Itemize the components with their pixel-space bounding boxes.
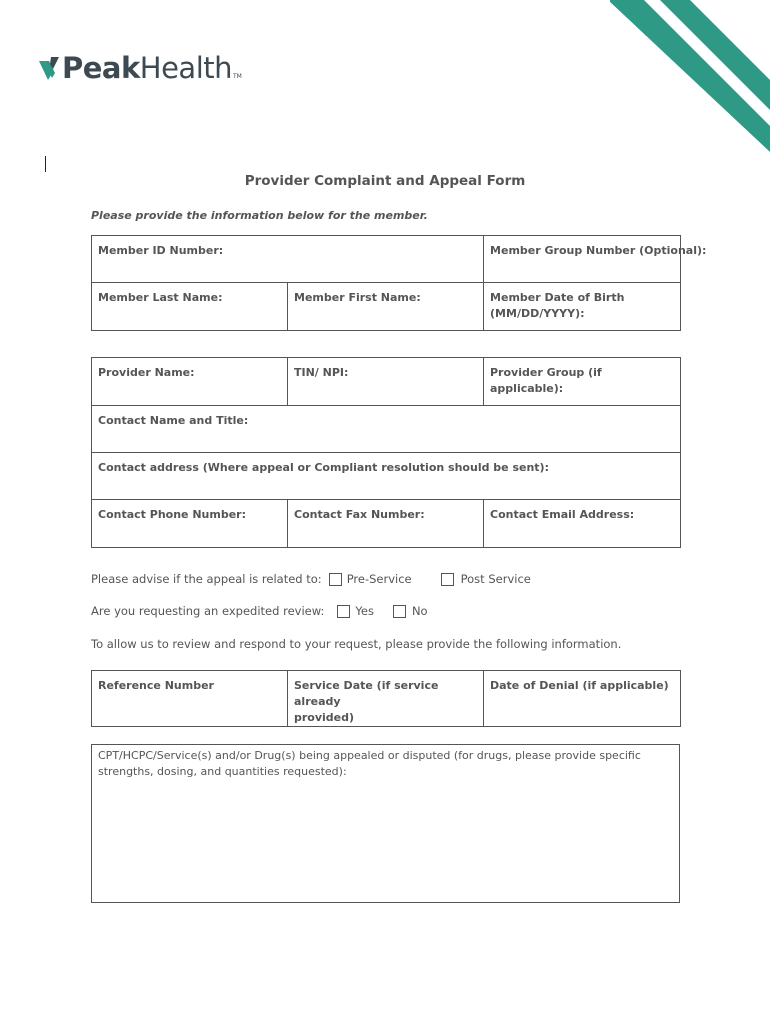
reference-table bbox=[91, 670, 681, 727]
reference-number-field[interactable] bbox=[92, 671, 288, 727]
post-service-label: Post Service bbox=[460, 572, 531, 586]
expedited-yes-label: Yes bbox=[355, 604, 374, 618]
pre-service-option[interactable] bbox=[329, 572, 412, 586]
member-dob-field[interactable] bbox=[484, 283, 681, 331]
contact-email-label: Contact Email Address: bbox=[490, 508, 635, 521]
expedited-no-option[interactable] bbox=[393, 604, 428, 618]
corner-stripes-decoration bbox=[610, 0, 770, 160]
provider-name-label: Provider Name: bbox=[98, 366, 195, 379]
expedited-yes-option[interactable] bbox=[337, 604, 374, 618]
provider-tin-npi-label: TIN/ NPI: bbox=[294, 366, 349, 379]
service-date-label-line1: Service Date (if service already bbox=[294, 679, 439, 708]
provider-tin-npi-field[interactable] bbox=[288, 358, 484, 406]
member-info-table bbox=[91, 235, 707, 331]
reference-number-label: Reference Number bbox=[98, 679, 214, 692]
contact-name-title-label: Contact Name and Title: bbox=[98, 414, 249, 427]
expedited-review-label: Are you requesting an expedited review: bbox=[91, 604, 325, 618]
pre-service-label: Pre-Service bbox=[346, 572, 412, 586]
appeal-related-question bbox=[91, 572, 531, 586]
provider-name-field[interactable] bbox=[92, 358, 288, 406]
contact-fax-label: Contact Fax Number: bbox=[294, 508, 425, 521]
contact-fax-field[interactable] bbox=[288, 500, 484, 548]
post-service-checkbox[interactable] bbox=[441, 573, 454, 586]
contact-phone-label: Contact Phone Number: bbox=[98, 508, 246, 521]
member-first-name-label: Member First Name: bbox=[294, 291, 421, 304]
denial-date-field[interactable] bbox=[484, 671, 681, 727]
post-service-option[interactable] bbox=[441, 572, 531, 586]
contact-email-field[interactable] bbox=[484, 500, 681, 548]
member-id-field[interactable] bbox=[92, 236, 484, 283]
contact-address-field[interactable] bbox=[92, 453, 681, 500]
provider-info-table bbox=[91, 357, 681, 548]
cpt-service-label-line2: strengths, dosing, and quantities requested): bbox=[98, 765, 347, 778]
cpt-service-field[interactable] bbox=[91, 744, 680, 903]
contact-phone-field[interactable] bbox=[92, 500, 288, 548]
form-instruction: Please provide the information below for the member. bbox=[91, 209, 428, 222]
member-id-label: Member ID Number: bbox=[98, 244, 224, 257]
expedited-yes-checkbox[interactable] bbox=[337, 605, 350, 618]
service-date-label-line2: provided) bbox=[294, 711, 355, 724]
member-dob-label-line1: Member Date of Birth bbox=[490, 291, 625, 304]
form-title: Provider Complaint and Appeal Form bbox=[244, 173, 526, 189]
denial-date-label: Date of Denial (if applicable) bbox=[490, 679, 669, 692]
peakhealth-logo bbox=[38, 48, 242, 88]
pre-service-checkbox[interactable] bbox=[329, 573, 342, 586]
appeal-related-label: Please advise if the appeal is related to: bbox=[91, 572, 322, 586]
text-cursor-mark bbox=[45, 156, 46, 172]
cpt-service-label-line1: CPT/HCPC/Service(s) and/or Drug(s) being appealed or disputed (for drugs, please provide specific bbox=[98, 749, 641, 762]
expedited-no-checkbox[interactable] bbox=[393, 605, 406, 618]
contact-name-title-field[interactable] bbox=[92, 406, 681, 453]
member-first-name-field[interactable] bbox=[288, 283, 484, 331]
peakhealth-logo-mark-icon bbox=[38, 53, 60, 83]
member-group-number-field[interactable] bbox=[484, 236, 707, 283]
member-group-number-label: Member Group Number (Optional): bbox=[490, 244, 707, 257]
logo-wordmark: PeakHealth bbox=[62, 50, 233, 85]
expedited-review-question bbox=[91, 604, 428, 618]
expedited-no-label: No bbox=[411, 604, 428, 618]
provider-group-field[interactable] bbox=[484, 358, 681, 406]
info-request-text: To allow us to review and respond to your request, please provide the following information. bbox=[91, 637, 622, 651]
member-dob-label-line2: (MM/DD/YYYY): bbox=[490, 307, 585, 320]
logo-trademark: TM bbox=[233, 73, 242, 80]
contact-address-label: Contact address (Where appeal or Compliant resolution should be sent): bbox=[98, 461, 549, 474]
member-last-name-field[interactable] bbox=[92, 283, 288, 331]
service-date-field[interactable] bbox=[288, 671, 484, 727]
member-last-name-label: Member Last Name: bbox=[98, 291, 223, 304]
provider-group-label: Provider Group (if applicable): bbox=[490, 366, 602, 395]
